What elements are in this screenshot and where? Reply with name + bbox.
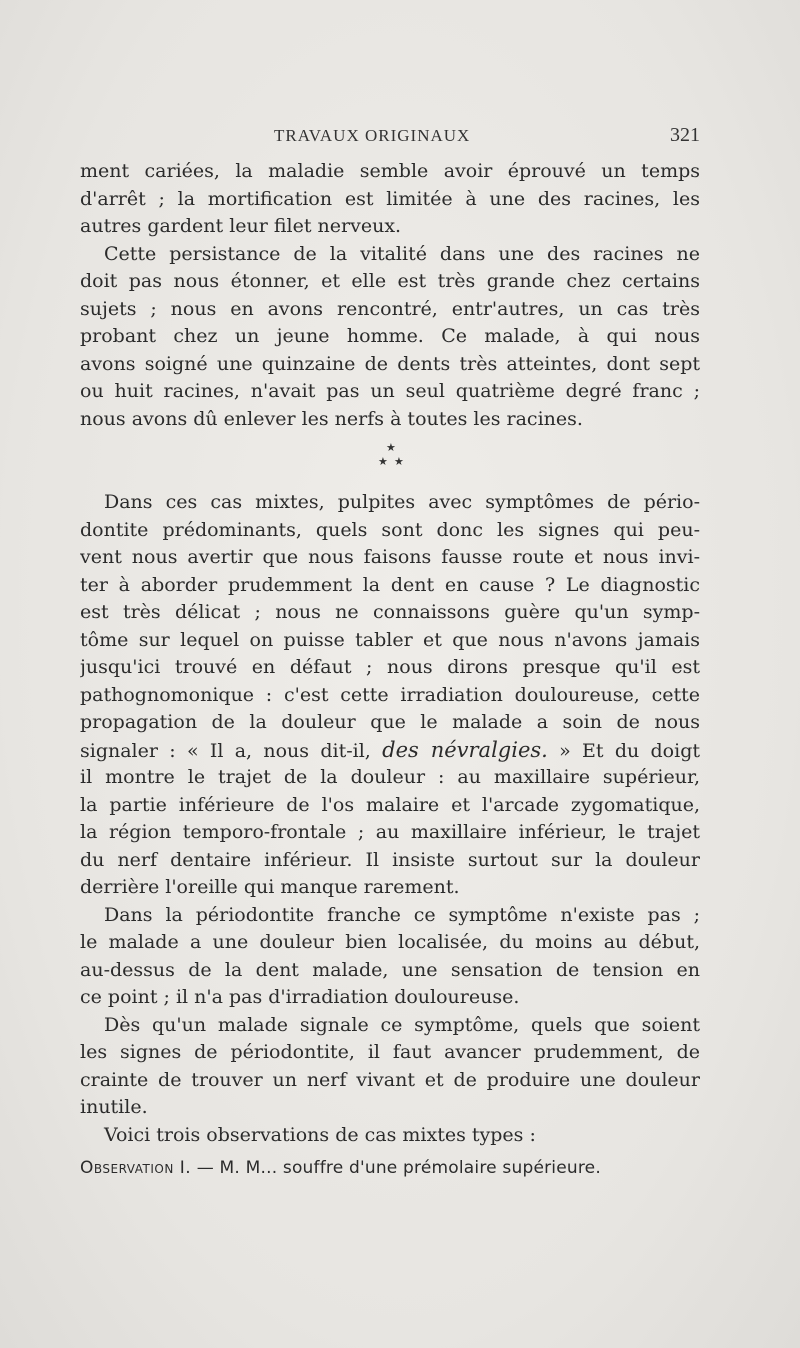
text-line: crainte de trouver un nerf vivant et de produire une douleur <box>80 1068 700 1091</box>
text-line: inutile. <box>80 1096 148 1118</box>
text-line: la région temporo-frontale ; au maxillaire inférieur, le trajet <box>80 821 700 843</box>
asterism-star: ★ <box>386 441 396 454</box>
text-line: Cette persistance de la vitalité dans une des racines ne <box>104 242 700 265</box>
text-line: derrière l'oreille qui manque rarement. <box>80 876 460 898</box>
text-line: d'arrêt ; la mortification est limitée à une des racines, les <box>80 187 700 210</box>
text-line: tôme sur lequel on puisse tabler et que nous n'avons jamais <box>80 628 700 651</box>
text-line: ter à aborder prudemment la dent en cause ? Le diagnostic <box>80 573 700 596</box>
asterism-star: ★ <box>394 455 404 468</box>
text-line: jusqu'ici trouvé en défaut ; nous dirons presque qu'il est <box>80 656 700 678</box>
text-line: le malade a une douleur bien localisée, du moins au début, <box>80 931 700 953</box>
observation-text: — M. M... souffre d'une prémolaire supérieure. <box>196 1158 601 1178</box>
text-line: vent nous avertir que nous faisons fausse route et nous invi- <box>80 546 700 568</box>
text-line: dontite prédominants, quels sont donc les signes qui peu- <box>80 518 700 541</box>
running-head: TRAVAUX ORIGINAUX <box>274 126 471 145</box>
text-line: est très délicat ; nous ne connaissons guère qu'un symp- <box>80 601 700 623</box>
asterism-star: ★ <box>378 455 388 468</box>
text-line: doit pas nous étonner, et elle est très grande chez certains <box>80 270 700 292</box>
text-line: Dans ces cas mixtes, pulpites avec symptômes de pério- <box>104 491 700 513</box>
text-line: les signes de périodontite, il faut avancer prudemment, de <box>80 1041 700 1063</box>
observation-heading <box>80 1153 700 1183</box>
text-line: avons soigné une quinzaine de dents très atteintes, dont sept <box>80 352 700 375</box>
text-line: la partie inférieure de l'os malaire et l'arcade zygomatique, <box>80 793 700 816</box>
text-fragment: signaler : « Il a, nous dit-il, <box>80 739 371 762</box>
text-line: autres gardent leur filet nerveux. <box>80 215 402 237</box>
text-line: du nerf dentaire inférieur. Il insiste surtout sur la douleur <box>80 848 700 871</box>
page-number: 321 <box>670 124 700 146</box>
page-header <box>80 126 700 154</box>
text-line: propagation de la douleur que le malade a soin de nous <box>80 711 700 733</box>
text-line: ment cariées, la maladie semble avoir éprouvé un temps <box>80 160 700 182</box>
section-separator <box>80 433 700 489</box>
italic-quote: des névralgies. <box>382 737 548 762</box>
text-line: ce point ; il n'a pas d'irradiation douloureuse. <box>80 986 520 1008</box>
text-line: nous avons dû enlever les nerfs à toutes les racines. <box>80 407 583 430</box>
text-fragment: » Et du doigt <box>559 739 700 762</box>
observation-label: Observation I. <box>80 1158 192 1178</box>
body-text <box>80 158 700 1183</box>
text-line-with-italic <box>80 737 700 765</box>
text-line: Dans la périodontite franche ce symptôme n'existe pas ; <box>104 903 700 926</box>
text-line: ou huit racines, n'avait pas un seul quatrième degré franc ; <box>80 380 700 402</box>
text-line: il montre le trajet de la douleur : au maxillaire supérieur, <box>80 766 700 788</box>
text-line: probant chez un jeune homme. Ce malade, à qui nous <box>80 325 700 347</box>
text-line: pathognomonique : c'est cette irradiation douloureuse, cette <box>80 683 700 706</box>
text-line: au-dessus de la dent malade, une sensation de tension en <box>80 958 700 981</box>
text-line: Dès qu'un malade signale ce symptôme, quels que soient <box>104 1013 700 1036</box>
text-line: Voici trois observations de cas mixtes types : <box>104 1123 536 1146</box>
text-line: sujets ; nous en avons rencontré, entr'autres, un cas très <box>80 297 700 320</box>
